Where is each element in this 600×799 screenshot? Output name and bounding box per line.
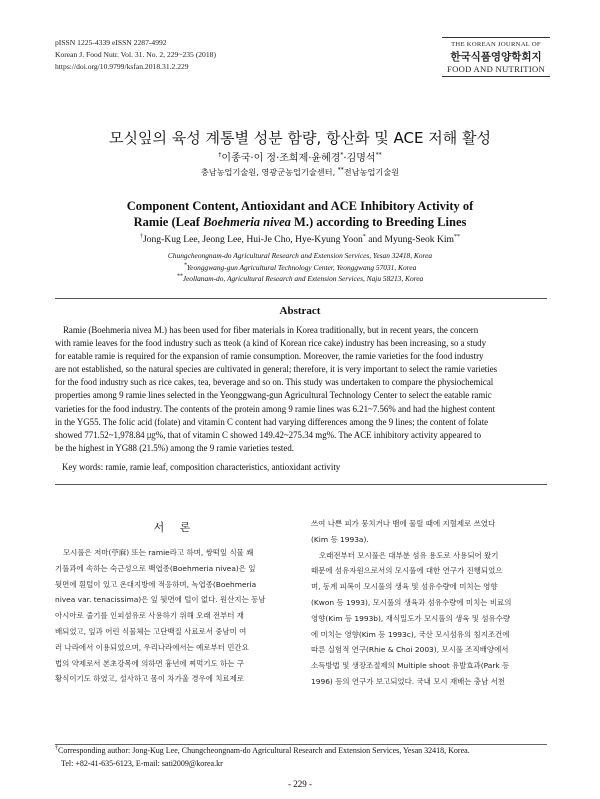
keywords: Key words: ramie, ramie leaf, composition characteristics, antioxidant activity bbox=[62, 462, 341, 472]
page-number: - 229 - bbox=[288, 779, 312, 789]
text-line: 1996) 등의 연구가 보고되었다. 국내 모시 재배는 충남 서천 bbox=[311, 676, 505, 686]
text-line: 아시아로 줄기를 인피섬유로 사용하기 위해 오래 전부터 재 bbox=[55, 611, 244, 621]
intro-right-column bbox=[311, 516, 551, 690]
text-line: 뒷면에 흰털이 있고 온대지방에 적응하며, 녹엽종(Boehmeria bbox=[55, 579, 257, 589]
title-english-line1: Component Content, Antioxidant and ACE Inhibitory Activity of bbox=[126, 199, 474, 213]
journal-logo-line2: 한국식품영양학회지 bbox=[450, 51, 542, 63]
doi-link[interactable]: https://doi.org/10.9799/ksfan.2018.31.2.229 bbox=[55, 62, 189, 71]
title-korean: 모싯잎의 육성 계통별 성분 함량, 항산화 및 ACE 저해 활성 bbox=[109, 129, 491, 147]
issn-line: pISSN 1225-4339 eISSN 2287-4992 bbox=[55, 38, 167, 47]
title-text: Ramie (Leaf bbox=[133, 215, 204, 229]
citation-line: Korean J. Food Nutr. Vol. 31. No. 2, 229~235 (2018) bbox=[55, 50, 216, 59]
author-mark: ** bbox=[454, 233, 461, 240]
affiliation-mark: ** bbox=[176, 273, 183, 280]
text-line: (Kwon 등 1993), 모시풀의 생육과 섬유수량에 미치는 비료의 bbox=[311, 597, 512, 607]
author-names: and Myung-Seok Kim bbox=[365, 234, 455, 245]
footnote-mark: † bbox=[55, 745, 58, 752]
author-names: Jong-Kug Lee, Jeong Lee, Hui-Je Cho, Hye-Kyung Yoon bbox=[142, 234, 363, 245]
affiliation-mark: ** bbox=[337, 166, 344, 174]
author-mark: † bbox=[139, 233, 143, 240]
affiliation-line: Chungcheongnam-do Agricultural Research and Extension Services, Yesan 32418, Korea bbox=[167, 251, 433, 260]
section-heading-intro: 서 론 bbox=[153, 521, 197, 534]
text-line: with ramie leaves for the food industry such as tteok (a kind of Korean rice cake) industry has been increasing, so a study bbox=[55, 338, 487, 349]
text-line: 러 나라에서 이용되었으며, 우리나라에서는 예로부터 민간요 bbox=[55, 642, 249, 652]
text-line: Ramie (Boehmeria nivea M.) has been used for fiber materials in Korea traditionally, but in recent years, the concern bbox=[63, 325, 479, 335]
footnote-line: Tel: +82-41-635-6123, E-mail: sati2009@korea.kr bbox=[61, 758, 223, 768]
text-line: be the highest in YG88 (21.5%) among the 9 ramie varieties tested. bbox=[55, 442, 294, 453]
text-line: 모시풀은 저마(苧麻) 또는 ramie라고 하며, 쌍떡잎 식물 쐐 bbox=[63, 548, 254, 557]
text-line: 쓰여 나쁜 피가 뭉치거나 뱀에 물릴 때에 지혈제로 쓰였다 bbox=[311, 519, 496, 528]
text-line: for the food industry such as rice cakes, tea, beverage and so on. This study was undertaken to compare the physiochemical bbox=[55, 377, 494, 388]
text-line: 기풀과에 속하는 숙근성으로 백엽종(Boehmeria nivea)은 잎 bbox=[55, 563, 256, 573]
affiliation-line bbox=[0, 273, 600, 285]
journal-logo-line1: THE KOREAN JOURNAL OF bbox=[442, 37, 550, 48]
affiliation-text: Yeonggwang-gun Agricultural Technology Center, Yeonggwang 57031, Korea bbox=[186, 262, 417, 272]
author-names: 이종국·이 정·조희제·윤혜경 bbox=[221, 153, 341, 164]
authors-korean bbox=[0, 149, 600, 164]
divider bbox=[55, 484, 547, 485]
author-mark: * bbox=[362, 233, 366, 240]
author-names: ·김명석 bbox=[343, 153, 376, 164]
abstract-body bbox=[55, 324, 547, 455]
author-mark: * bbox=[340, 151, 344, 159]
text-line: 영향(Kim 등 1993b), 재식밀도가 모시풀의 생육 및 섬유수량 bbox=[311, 613, 511, 623]
text-line: properties among 9 ramie lines selected in the Yeonggwang-gun Agricultural Technology Center to select the eatable ramic bbox=[55, 390, 492, 401]
title-english-line2 bbox=[0, 214, 600, 230]
journal-logo-line3: FOOD AND NUTRITION bbox=[442, 64, 550, 77]
abstract-heading: Abstract bbox=[279, 305, 321, 317]
footnote-text: Corresponding author: Jong-Kug Lee, Chungcheongnam-do Agricultural Research and Extension Services, Yesan 32418, Korea. bbox=[58, 746, 470, 755]
intro-left-column bbox=[55, 545, 300, 687]
author-mark: ** bbox=[375, 151, 382, 159]
text-line: are not established, so the natural species are cultivated in general; therefore, it is very important to select the ramie varieties bbox=[55, 364, 498, 375]
text-line: 따른 실험적 연구(Rhie & Choi 2003), 모시풀 조직배양에서 bbox=[311, 645, 509, 655]
text-line: (Kim 등 1993a). bbox=[311, 534, 369, 544]
text-line: 오래전부터 모시풀은 대부분 섬유 용도로 사용되어 왔기 bbox=[319, 550, 499, 560]
correspondence-footnote bbox=[55, 745, 547, 770]
text-line: for eatable ramie is required for the expansion of ramie consumption. Moreover, the ramie varieties for the food industry bbox=[55, 351, 484, 362]
text-line: showed 771.52~1,978.84 ㎍%, that of vitamin C showed 149.42~275.34 mg%. The ACE inhibitory activity appeared to bbox=[55, 429, 482, 440]
text-line: in the YG55. The folic acid (folate) and vitamin C content had varying differences among the 9 lines; the content of folate bbox=[55, 416, 489, 427]
text-line: 소득방법 및 생장조절제의 Multiple shoot 유발효과(Park 등 bbox=[311, 661, 510, 671]
text-line: 법의 약제로서 본초강목에 의하면 흉년에 찌먹기도 하는 구 bbox=[55, 658, 244, 668]
text-line: 때문에 섬유자원으로서의 모시풀에 대한 연구가 진행되었으 bbox=[311, 566, 503, 576]
affiliation-line bbox=[0, 262, 600, 274]
text-line: 며, 동계 피복이 모시풀의 생육 및 섬유수량에 미치는 영향 bbox=[311, 582, 498, 592]
authors-english bbox=[0, 234, 600, 245]
text-line: 에 미치는 영향(Kim 등 1993c), 국산 모시섬유의 침지조건에 bbox=[311, 629, 510, 639]
divider bbox=[55, 298, 547, 299]
title-english bbox=[0, 198, 600, 230]
text-line: nivea var. tenacissima)은 잎 뒷면에 털이 없다. 원산지는 동남 bbox=[55, 595, 266, 605]
title-text: M.) according to Breeding Lines bbox=[290, 215, 467, 229]
affiliation-mark: * bbox=[183, 262, 187, 269]
affiliation-text: 충남농업기술원, 영광군농업기술센터, bbox=[200, 167, 336, 177]
journal-citation-block bbox=[55, 37, 216, 73]
text-line: 배되었고, 잎과 어린 식물체는 고단백질 사료로서 중남미 여 bbox=[55, 626, 247, 636]
footnote-line bbox=[55, 745, 547, 758]
affiliation-korean bbox=[0, 167, 600, 178]
text-line: varieties for the food industry. The contents of the protein among 9 ramie lines was 6.21~7.56% and had the highest content bbox=[55, 403, 496, 414]
author-mark: † bbox=[218, 151, 222, 159]
journal-logo bbox=[442, 37, 550, 77]
affiliation-english bbox=[0, 250, 600, 285]
text-line: 황식이기도 하였고, 설사하고 몸이 차가울 경우에 치료제로 bbox=[55, 674, 244, 684]
species-name: Boehmeria nivea bbox=[203, 215, 291, 229]
affiliation-text: 전남농업기술원 bbox=[343, 167, 400, 177]
affiliation-text: Jeollanam-do, Agricultural Research and Extension Services, Naju 58213, Korea bbox=[182, 274, 424, 284]
